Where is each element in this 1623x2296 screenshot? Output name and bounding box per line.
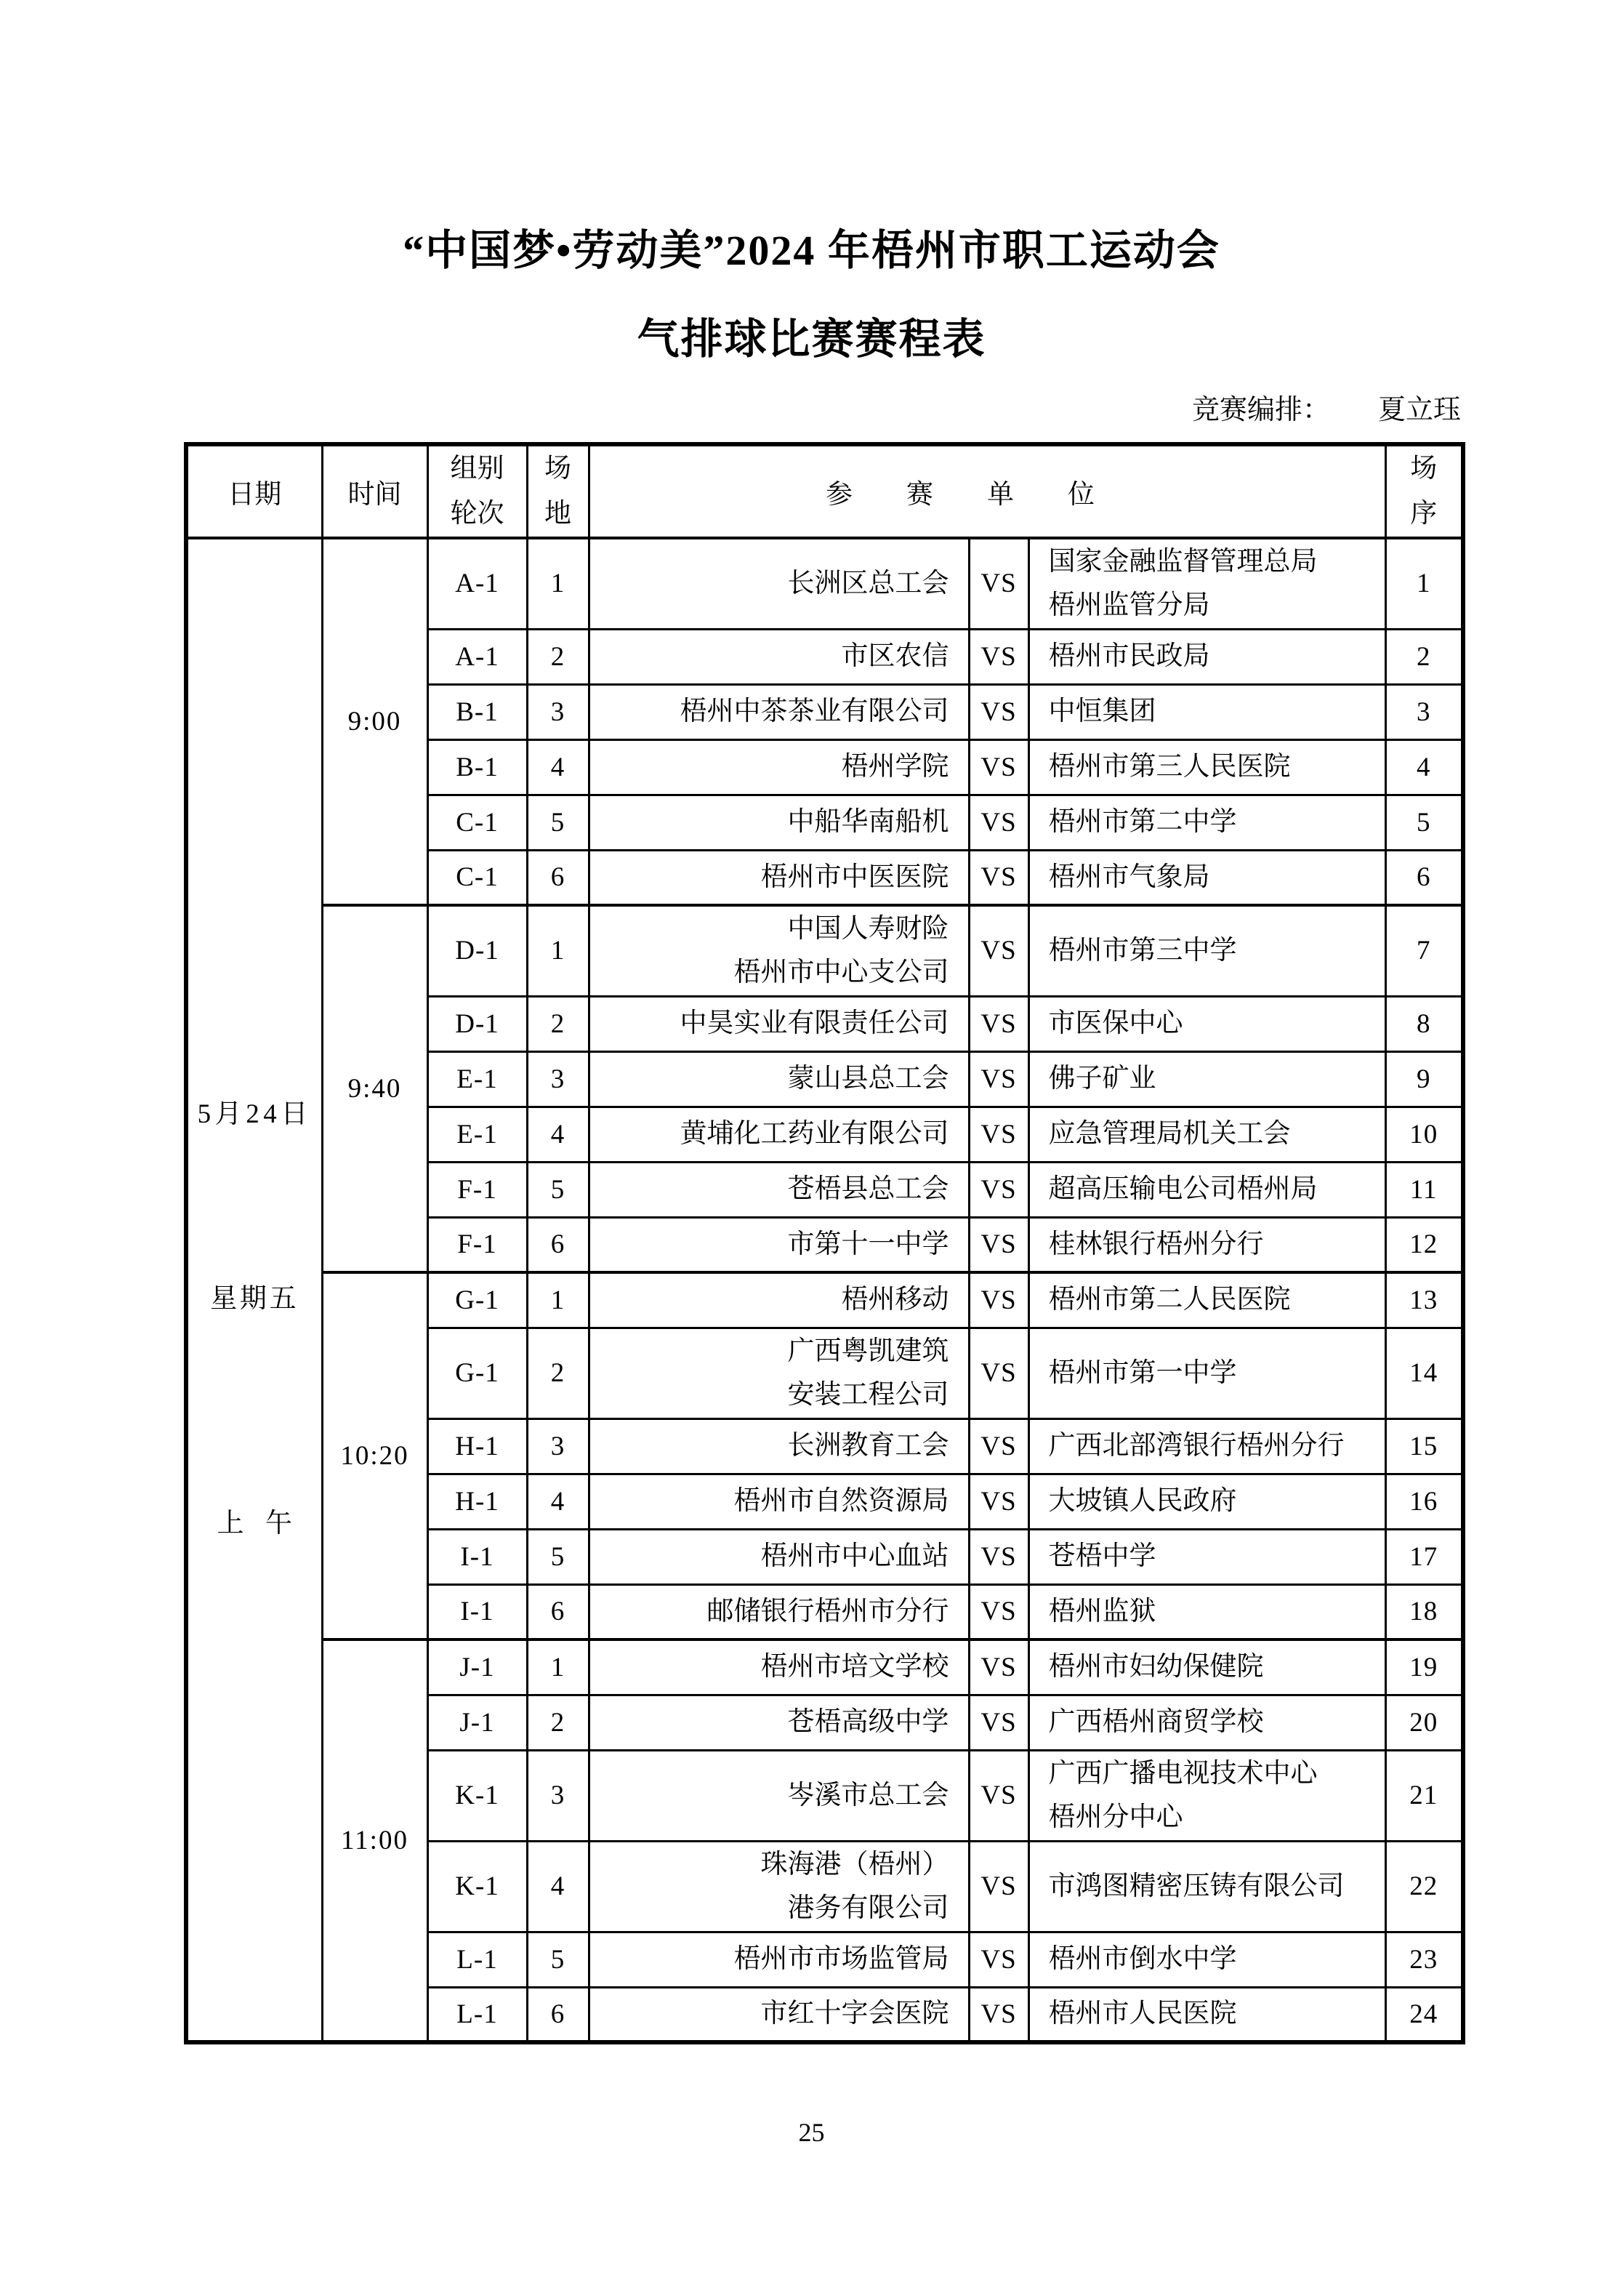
team1-cell (589, 684, 969, 739)
team2-cell (1028, 1217, 1385, 1272)
header-order-line2: 序 (1410, 499, 1438, 529)
vs-label: VS (969, 538, 1028, 629)
team1-cell (589, 996, 969, 1051)
title-line-2: 气排球比赛赛程表 (637, 316, 986, 363)
court-cell: 1 (527, 538, 589, 629)
group-round-cell: E-1 (427, 1051, 527, 1107)
team1-cell-line: 黄埔化工药业有限公司 (680, 1119, 949, 1149)
court-cell: 4 (527, 739, 589, 795)
team2-cell-line: 梧州市第三人民医院 (1048, 752, 1291, 782)
vs-label: VS (969, 1051, 1028, 1107)
credit-line (1192, 394, 1461, 426)
team2-cell (1028, 795, 1385, 850)
team2-cell (1028, 1051, 1385, 1107)
vs-label: VS (969, 1584, 1028, 1639)
date-line-3: 上午 (217, 1508, 314, 1538)
vs-label: VS (969, 739, 1028, 795)
court-cell: 6 (527, 1217, 589, 1272)
court-cell: 2 (527, 996, 589, 1051)
team1-cell-line: 梧州移动 (841, 1285, 949, 1315)
team1-cell-line: 梧州市市场监管局 (733, 1944, 949, 1974)
vs-label: VS (969, 795, 1028, 850)
team1-cell-line: 安装工程公司 (787, 1379, 949, 1410)
time-cell: 10:20 (322, 1272, 427, 1639)
team2-cell (1028, 1418, 1385, 1474)
order-cell: 19 (1385, 1639, 1463, 1695)
team1-cell (589, 1474, 969, 1529)
schedule-table (184, 442, 1465, 2044)
team1-cell (589, 1750, 969, 1841)
group-round-cell: F-1 (427, 1217, 527, 1272)
vs-label: VS (969, 1639, 1028, 1695)
team1-cell-line: 岑溪市总工会 (787, 1780, 949, 1810)
order-cell: 23 (1385, 1932, 1463, 1987)
team2-cell (1028, 1639, 1385, 1695)
team2-cell-line: 梧州监狱 (1048, 1596, 1156, 1626)
group-round-cell: I-1 (427, 1584, 527, 1639)
group-round-cell: K-1 (427, 1750, 527, 1841)
vs-label: VS (969, 629, 1028, 684)
court-cell: 4 (527, 1107, 589, 1162)
team2-cell-line: 广西北部湾银行梧州分行 (1048, 1431, 1345, 1461)
date-line-2: 星期五 (210, 1283, 299, 1314)
team2-cell (1028, 1529, 1385, 1584)
team1-cell (589, 1639, 969, 1695)
order-cell: 15 (1385, 1418, 1463, 1474)
team2-cell-line: 大坡镇人民政府 (1048, 1486, 1237, 1516)
header-group-line1: 组别 (450, 454, 504, 483)
team1-cell-line: 苍梧高级中学 (787, 1707, 949, 1737)
team1-cell (589, 1162, 969, 1217)
team1-cell-line: 梧州市培文学校 (760, 1652, 949, 1682)
team2-cell-line: 梧州市第一中学 (1048, 1357, 1237, 1388)
header-teams: 参赛单位 (589, 444, 1385, 538)
order-cell: 12 (1385, 1217, 1463, 1272)
team2-cell-line: 广西广播电视技术中心 (1048, 1758, 1318, 1789)
header-group-round (427, 444, 527, 538)
order-cell: 2 (1385, 629, 1463, 684)
team2-cell (1028, 1987, 1385, 2042)
order-cell: 8 (1385, 996, 1463, 1051)
team1-cell (589, 795, 969, 850)
vs-label: VS (969, 1987, 1028, 2042)
group-round-cell: J-1 (427, 1639, 527, 1695)
team2-cell-line: 中恒集团 (1048, 697, 1156, 726)
date-line-1: 5月24日 (197, 1099, 312, 1129)
vs-label: VS (969, 1474, 1028, 1529)
order-cell: 22 (1385, 1841, 1463, 1932)
team1-cell (589, 629, 969, 684)
court-cell: 3 (527, 1750, 589, 1841)
team2-cell-line: 梧州监管分局 (1048, 590, 1210, 620)
schedule-table-body (186, 538, 1463, 2042)
group-round-cell: B-1 (427, 684, 527, 739)
court-cell: 1 (527, 1272, 589, 1328)
team2-cell (1028, 1107, 1385, 1162)
vs-label: VS (969, 1695, 1028, 1750)
court-cell: 5 (527, 1162, 589, 1217)
team2-cell-line: 梧州市气象局 (1048, 862, 1210, 892)
order-cell: 21 (1385, 1750, 1463, 1841)
court-cell: 6 (527, 850, 589, 905)
team2-cell (1028, 1474, 1385, 1529)
order-cell: 9 (1385, 1051, 1463, 1107)
court-cell: 4 (527, 1474, 589, 1529)
team2-cell-line: 苍梧中学 (1048, 1541, 1156, 1571)
team1-cell-line: 梧州学院 (841, 752, 949, 782)
court-cell: 3 (527, 1051, 589, 1107)
vs-label: VS (969, 1217, 1028, 1272)
team2-cell (1028, 629, 1385, 684)
team1-cell (589, 1051, 969, 1107)
order-cell: 5 (1385, 795, 1463, 850)
order-cell: 10 (1385, 1107, 1463, 1162)
team2-cell-line: 应急管理局机关工会 (1048, 1119, 1291, 1149)
team2-cell (1028, 1328, 1385, 1418)
vs-label: VS (969, 1932, 1028, 1987)
page-number: 25 (798, 2118, 825, 2147)
court-cell: 6 (527, 1584, 589, 1639)
vs-label: VS (969, 1418, 1028, 1474)
vs-label: VS (969, 905, 1028, 996)
team1-cell-line: 市红十字会医院 (760, 1999, 949, 2029)
court-cell: 2 (527, 1695, 589, 1750)
court-cell: 3 (527, 1418, 589, 1474)
team2-cell-line: 梧州市第二中学 (1048, 807, 1237, 837)
order-cell: 11 (1385, 1162, 1463, 1217)
team1-cell-line: 广西粤凯建筑 (787, 1336, 949, 1366)
header-court-line2: 地 (544, 499, 571, 529)
vs-label: VS (969, 996, 1028, 1051)
court-cell: 1 (527, 905, 589, 996)
team1-cell-line: 蒙山县总工会 (787, 1064, 949, 1093)
team1-cell (589, 1932, 969, 1987)
time-cell: 11:00 (322, 1639, 427, 2042)
group-round-cell: J-1 (427, 1695, 527, 1750)
match-row (186, 1639, 1463, 1695)
team2-cell-line: 佛子矿业 (1048, 1064, 1156, 1093)
team1-cell-line: 梧州市中心支公司 (733, 957, 949, 987)
header-order (1385, 444, 1463, 538)
header-time: 时间 (322, 444, 427, 538)
vs-label: VS (969, 1841, 1028, 1932)
team1-cell (589, 905, 969, 996)
team1-cell-line: 中船华南船机 (787, 807, 949, 837)
team2-cell-line: 梧州市妇幼保健院 (1048, 1652, 1264, 1682)
order-cell: 4 (1385, 739, 1463, 795)
group-round-cell: B-1 (427, 739, 527, 795)
header-order-line1: 场 (1410, 454, 1438, 483)
group-round-cell: D-1 (427, 996, 527, 1051)
court-cell: 3 (527, 684, 589, 739)
group-round-cell: G-1 (427, 1272, 527, 1328)
team1-cell-line: 长洲区总工会 (787, 568, 949, 598)
team2-cell-line: 桂林银行梧州分行 (1048, 1229, 1264, 1259)
court-cell: 5 (527, 795, 589, 850)
vs-label: VS (969, 1529, 1028, 1584)
vs-label: VS (969, 850, 1028, 905)
court-cell: 5 (527, 1932, 589, 1987)
order-cell: 1 (1385, 538, 1463, 629)
group-round-cell: F-1 (427, 1162, 527, 1217)
team2-cell (1028, 538, 1385, 629)
order-cell: 7 (1385, 905, 1463, 996)
team1-cell (589, 1272, 969, 1328)
group-round-cell: D-1 (427, 905, 527, 996)
team2-cell (1028, 1932, 1385, 1987)
team2-cell-line: 梧州分中心 (1048, 1802, 1183, 1832)
team1-cell-line: 梧州市中医医院 (760, 862, 949, 892)
group-round-cell: L-1 (427, 1987, 527, 2042)
vs-label: VS (969, 1107, 1028, 1162)
credit-name: 夏立珏 (1377, 395, 1461, 425)
vs-label: VS (969, 1328, 1028, 1418)
team2-cell-line: 梧州市第三中学 (1048, 935, 1237, 966)
team1-cell-line: 梧州中茶茶业有限公司 (680, 697, 949, 726)
court-cell: 2 (527, 1328, 589, 1418)
team1-cell (589, 1328, 969, 1418)
team2-cell-line: 梧州市民政局 (1048, 641, 1210, 671)
team1-cell-line: 珠海港（梧州） (760, 1849, 949, 1879)
header-date: 日期 (186, 444, 322, 538)
team2-cell (1028, 1841, 1385, 1932)
title-line-1: “中国梦•劳动美”2024 年梧州市职工运动会 (403, 227, 1220, 274)
team1-cell (589, 1217, 969, 1272)
order-cell: 14 (1385, 1328, 1463, 1418)
court-cell: 4 (527, 1841, 589, 1932)
order-cell: 17 (1385, 1529, 1463, 1584)
team1-cell (589, 739, 969, 795)
team1-cell-line: 中国人寿财险 (787, 913, 949, 944)
team1-cell-line: 中昊实业有限责任公司 (680, 1008, 949, 1038)
time-cell: 9:40 (322, 905, 427, 1272)
team1-cell-line: 长洲教育工会 (787, 1431, 949, 1461)
date-cell (186, 538, 322, 2042)
team2-cell (1028, 739, 1385, 795)
team2-cell-line: 广西梧州商贸学校 (1048, 1707, 1264, 1737)
order-cell: 18 (1385, 1584, 1463, 1639)
team1-cell-line: 梧州市自然资源局 (733, 1486, 949, 1516)
team1-cell-line: 港务有限公司 (787, 1892, 949, 1923)
team1-cell-line: 邮储银行梧州市分行 (706, 1596, 949, 1626)
match-row (186, 1272, 1463, 1328)
team1-cell (589, 1987, 969, 2042)
team2-cell (1028, 905, 1385, 996)
team2-cell (1028, 996, 1385, 1051)
header-court-line1: 场 (544, 454, 571, 483)
order-cell: 6 (1385, 850, 1463, 905)
group-round-cell: A-1 (427, 538, 527, 629)
match-row (186, 905, 1463, 996)
order-cell: 3 (1385, 684, 1463, 739)
header-group-line2: 轮次 (450, 499, 504, 529)
court-cell: 6 (527, 1987, 589, 2042)
team2-cell-line: 国家金融监督管理总局 (1048, 546, 1318, 577)
team2-cell (1028, 684, 1385, 739)
time-cell: 9:00 (322, 538, 427, 905)
table-header-row (186, 444, 1463, 538)
group-round-cell: L-1 (427, 1932, 527, 1987)
group-round-cell: A-1 (427, 629, 527, 684)
court-cell: 5 (527, 1529, 589, 1584)
header-court (527, 444, 589, 538)
team1-cell (589, 850, 969, 905)
team2-cell (1028, 1584, 1385, 1639)
team2-cell (1028, 1750, 1385, 1841)
team1-cell (589, 1418, 969, 1474)
team1-cell (589, 1107, 969, 1162)
order-cell: 13 (1385, 1272, 1463, 1328)
team2-cell-line: 市医保中心 (1048, 1008, 1183, 1038)
group-round-cell: E-1 (427, 1107, 527, 1162)
team2-cell-line: 梧州市第二人民医院 (1048, 1285, 1291, 1315)
credit-label: 竞赛编排： (1191, 395, 1330, 425)
vs-label: VS (969, 684, 1028, 739)
team2-cell-line: 超高压输电公司梧州局 (1048, 1174, 1318, 1204)
vs-label: VS (969, 1272, 1028, 1328)
team1-cell-line: 市第十一中学 (787, 1229, 949, 1259)
team1-cell (589, 1529, 969, 1584)
team1-cell (589, 1695, 969, 1750)
team1-cell-line: 苍梧县总工会 (787, 1174, 949, 1204)
group-round-cell: H-1 (427, 1474, 527, 1529)
team2-cell (1028, 1272, 1385, 1328)
team1-cell-line: 梧州市中心血站 (760, 1541, 949, 1571)
vs-label: VS (969, 1750, 1028, 1841)
vs-label: VS (969, 1162, 1028, 1217)
date-stack (188, 1099, 321, 1540)
group-round-cell: I-1 (427, 1529, 527, 1584)
team1-cell (589, 1841, 969, 1932)
group-round-cell: K-1 (427, 1841, 527, 1932)
team2-cell (1028, 1162, 1385, 1217)
order-cell: 16 (1385, 1474, 1463, 1529)
order-cell: 24 (1385, 1987, 1463, 2042)
team2-cell-line: 市鸿图精密压铸有限公司 (1048, 1871, 1345, 1901)
group-round-cell: C-1 (427, 850, 527, 905)
team2-cell (1028, 1695, 1385, 1750)
group-round-cell: G-1 (427, 1328, 527, 1418)
document-title (0, 206, 1623, 384)
team2-cell (1028, 850, 1385, 905)
group-round-cell: H-1 (427, 1418, 527, 1474)
group-round-cell: C-1 (427, 795, 527, 850)
court-cell: 1 (527, 1639, 589, 1695)
team1-cell-line: 市区农信 (841, 641, 949, 671)
order-cell: 20 (1385, 1695, 1463, 1750)
team1-cell (589, 538, 969, 629)
team2-cell-line: 梧州市人民医院 (1048, 1999, 1237, 2029)
court-cell: 2 (527, 629, 589, 684)
match-row (186, 538, 1463, 629)
team1-cell (589, 1584, 969, 1639)
team2-cell-line: 梧州市倒水中学 (1048, 1944, 1237, 1974)
